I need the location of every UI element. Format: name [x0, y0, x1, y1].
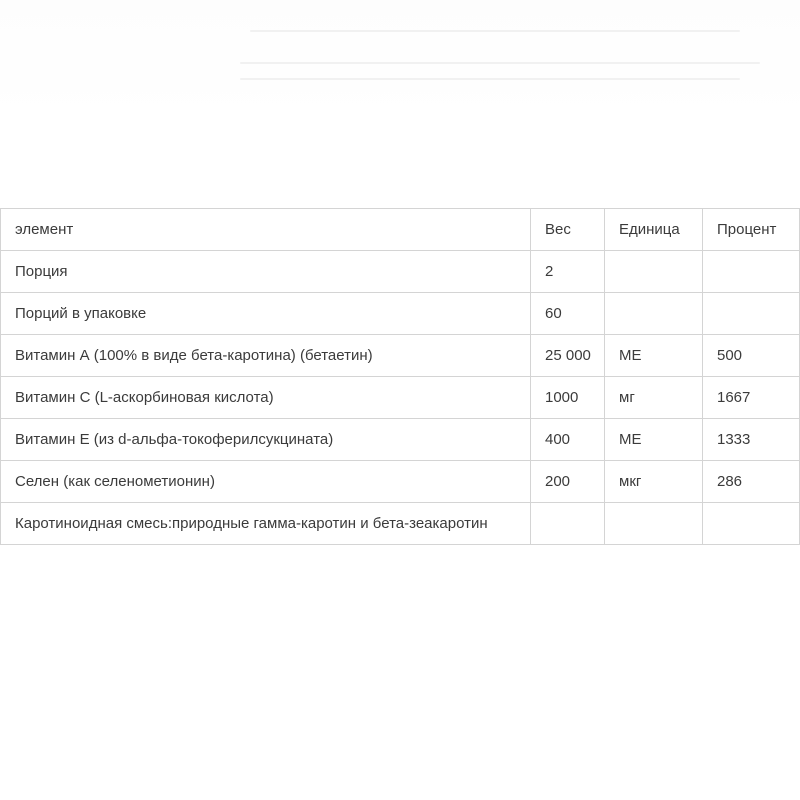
cell-percent [703, 503, 800, 545]
table-row [1, 377, 800, 419]
cell-unit: мг [605, 377, 703, 419]
cell-unit [605, 293, 703, 335]
header-percent: Процент [703, 209, 800, 251]
faded-line [240, 62, 760, 64]
cell-unit [605, 251, 703, 293]
table-row [1, 461, 800, 503]
cell-weight [531, 503, 605, 545]
cell-percent: 1333 [703, 419, 800, 461]
header-unit: Единица [605, 209, 703, 251]
cell-unit: мкг [605, 461, 703, 503]
faded-line [240, 78, 740, 80]
faded-line [250, 30, 740, 32]
cell-weight: 400 [531, 419, 605, 461]
table-row [1, 251, 800, 293]
cell-percent: 500 [703, 335, 800, 377]
cell-percent [703, 251, 800, 293]
table-row [1, 503, 800, 545]
table-row [1, 419, 800, 461]
faded-background [0, 0, 800, 120]
cell-percent: 1667 [703, 377, 800, 419]
cell-element: Порций в упаковке [1, 293, 531, 335]
nutrition-table-container [0, 208, 800, 596]
cell-percent [703, 293, 800, 335]
cell-weight: 2 [531, 251, 605, 293]
cell-element: Порция [1, 251, 531, 293]
cell-element: Селен (как селенометионин) [1, 461, 531, 503]
cell-weight: 25 000 [531, 335, 605, 377]
table-row [1, 335, 800, 377]
cell-weight: 1000 [531, 377, 605, 419]
cell-element: Витамин Е (из d-альфа-токоферилсукцината) [1, 419, 531, 461]
cell-percent: 286 [703, 461, 800, 503]
cell-unit [605, 503, 703, 545]
cell-element: Витамин А (100% в виде бета-каротина) (бетаетин) [1, 335, 531, 377]
header-weight: Вес [531, 209, 605, 251]
cell-weight: 60 [531, 293, 605, 335]
table-header-row [1, 209, 800, 251]
cell-unit: МЕ [605, 335, 703, 377]
header-element: элемент [1, 209, 531, 251]
cell-element: Каротиноидная смесь:природные гамма-каротин и бета-зеакаротин [1, 503, 531, 545]
cell-weight: 200 [531, 461, 605, 503]
table-row [1, 293, 800, 335]
cell-element: Витамин С (L-аскорбиновая кислота) [1, 377, 531, 419]
nutrition-table [0, 208, 800, 545]
cell-unit: МЕ [605, 419, 703, 461]
